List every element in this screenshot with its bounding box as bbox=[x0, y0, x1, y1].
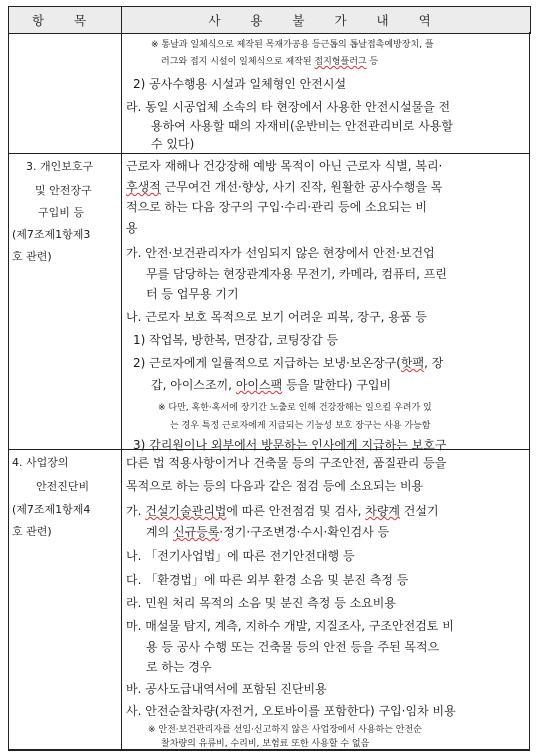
table-left-border bbox=[8, 32, 9, 750]
content-line bbox=[126, 179, 442, 195]
row-label-line: (제7조제1항제3 bbox=[12, 228, 91, 241]
row-label-line: 호 관련) bbox=[12, 525, 52, 538]
content-rest: 근무여건 개선·향상, 사기 진작, 원활한 공사수행을 목 bbox=[160, 180, 443, 194]
content-prefix: 가. bbox=[126, 504, 146, 518]
content-mid: 에 따른 안전점검 및 검사, bbox=[226, 504, 366, 518]
note-prefix: 러그와 접지 시설이 일체식으로 제작된 bbox=[161, 57, 315, 67]
content-term: 핫팩 bbox=[400, 356, 425, 370]
content-line: 다. 「환경법」에 따른 외부 환경 소음 및 분진 측정 등 bbox=[126, 573, 409, 587]
content-prefix: 계의 bbox=[146, 525, 173, 539]
column-divider bbox=[121, 32, 122, 750]
content-line: 라. 동일 시공업체 소속의 타 현장에서 사용한 안전시설물을 전 bbox=[126, 100, 451, 114]
note-line: ※ 다만, 혹한·혹서에 장기간 노출로 인해 건강장해는 일으킬 우려가 있 bbox=[158, 403, 432, 413]
table-right-border bbox=[529, 32, 530, 750]
content-term: 아이스팩 bbox=[235, 378, 283, 392]
header-item-label: 항 목 bbox=[31, 13, 100, 28]
header-content bbox=[121, 6, 531, 34]
content-term: 후생적 bbox=[126, 180, 161, 194]
row-label-line: (제7조제1항제4 bbox=[12, 503, 91, 516]
content-line: 나. 「전기사업법」에 따른 전기안전대행 등 bbox=[126, 549, 355, 563]
row-label-line: 3. 개인보호구 bbox=[26, 160, 94, 173]
header-content-label: 사 용 불 가 내 역 bbox=[208, 13, 444, 28]
content-line: 다른 법 적용사항이거나 건축물 등의 구조안전, 품질관리 등을 bbox=[126, 456, 447, 470]
content-term: 신규등록 bbox=[173, 525, 220, 539]
note-line bbox=[161, 56, 378, 68]
content-line: 근로자 재해나 건강장해 예방 목적이 아닌 근로자 식별, 복리· bbox=[126, 159, 443, 173]
content-line: 적으로 하는 다음 장구의 구입·수리·관리 등에 소요되는 비 bbox=[126, 200, 427, 214]
content-line bbox=[126, 503, 439, 519]
row-label-line: 구입비 등 bbox=[38, 206, 85, 219]
content-term: 차량계 bbox=[365, 504, 400, 518]
row-label-line: 4. 사업장의 bbox=[12, 456, 69, 469]
content-line bbox=[146, 524, 389, 540]
content-prefix: 갑, 아이스조끼, bbox=[151, 378, 236, 392]
note-term: 접지형플러그 bbox=[314, 57, 367, 67]
note-line: ※ 통날과 일체식으로 제작된 목재가공용 등근톱의 톱날접촉예방장치, 플 bbox=[151, 40, 434, 50]
content-term: 건설기술관리법 bbox=[145, 504, 227, 518]
content-line: 용 bbox=[126, 221, 138, 235]
content-line: 2) 공사수행용 시설과 일체형인 안전시설 bbox=[133, 77, 347, 91]
content-suffix: 등을 말한다) 구입비 bbox=[282, 378, 392, 392]
content-line: 터 등 업무용 기기 bbox=[146, 287, 239, 301]
content-suffix: , 장 bbox=[424, 356, 444, 370]
note-line: 찰차량의 유류비, 수리비, 보험료 또한 사용할 수 없음 bbox=[161, 739, 370, 749]
note-line: 는 경우 특정 근로자에게 지급되는 기능성 보호 장구는 사용 가능함 bbox=[170, 421, 431, 431]
content-prefix: 2) 근로자에게 일률적으로 지급하는 보냉·보온장구( bbox=[133, 356, 401, 370]
cost-table bbox=[8, 6, 530, 750]
content-line: 로 하는 경우 bbox=[146, 660, 212, 674]
content-line: 가. 안전·보건관리자가 선임되지 않은 현장에서 안전·보건업 bbox=[126, 246, 435, 260]
content-line: 3) 감리원이나 외부에서 방문하는 인사에게 지급하는 보호구 bbox=[133, 438, 447, 452]
content-line: 1) 작업복, 방한복, 면장갑, 코팅장갑 등 bbox=[133, 333, 339, 347]
content-line: 무를 담당하는 현장관계자용 무전기, 카메라, 컴퓨터, 프린 bbox=[146, 267, 447, 281]
content-line: 바. 공사도급내역서에 포함된 진단비용 bbox=[126, 682, 327, 696]
content-suffix: 건설기 bbox=[399, 504, 439, 518]
content-suffix: ·정기·구조변경·수시·확인검사 등 bbox=[219, 525, 390, 539]
row-label-line: 안전진단비 bbox=[36, 480, 90, 493]
content-line: 마. 매설물 탐지, 계측, 지하수 개발, 지질조사, 구조안전검토 비 bbox=[126, 619, 454, 633]
content-line: 용하여 사용할 때의 자재비(운반비는 안전관리비로 사용할 bbox=[151, 119, 453, 133]
row-label-line: 호 관련) bbox=[12, 250, 52, 263]
row-divider-1 bbox=[8, 153, 530, 154]
note-line: ※ 안전·보건관리자를 선임·신고하지 않은 사업장에서 사용하는 안전순 bbox=[148, 725, 422, 735]
content-line: 라. 민원 처리 목적의 소음 및 분진 측정 등 소요비용 bbox=[126, 596, 396, 610]
header-item bbox=[8, 6, 122, 34]
content-line: 나. 근로자 보호 목적으로 보기 어려운 피복, 장구, 용품 등 bbox=[126, 310, 427, 324]
content-line: 목적으로 하는 등의 다음과 같은 점검 등에 소요되는 비용 bbox=[126, 479, 424, 493]
row-label-line: 및 안전장구 bbox=[35, 184, 92, 197]
content-line bbox=[133, 355, 443, 371]
note-suffix: 등 bbox=[366, 57, 379, 67]
content-line: 용 등 공사 수행 또는 건축물 등의 안전 등을 주된 목적으 bbox=[146, 640, 440, 654]
content-line bbox=[151, 377, 391, 393]
content-line: 수 있다) bbox=[151, 137, 195, 151]
content-line: 사. 안전순찰차량(자전거, 오토바이를 포함한다) 구입·임차 비용 bbox=[126, 704, 456, 718]
